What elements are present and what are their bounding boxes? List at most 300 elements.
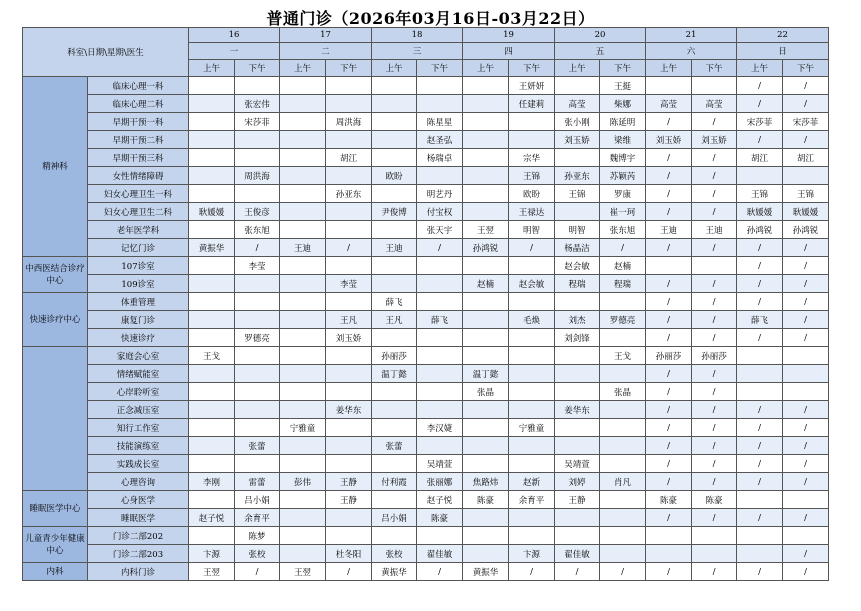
clinic-label: 康复门诊 [88,311,189,329]
schedule-cell: / [737,77,783,95]
schedule-cell [326,527,372,545]
schedule-cell: 罗德亮 [235,329,280,347]
clinic-row [23,563,829,581]
department-label: 中西医结合诊疗中心 [23,257,88,293]
clinic-row [23,347,829,365]
schedule-cell: / [737,509,783,527]
schedule-cell: / [646,311,692,329]
schedule-cell: 杨晶洁 [555,239,600,257]
schedule-cell [463,95,509,113]
schedule-cell: 姜华东 [555,401,600,419]
schedule-cell: 王迪 [372,239,417,257]
schedule-cell [189,275,235,293]
clinic-label: 门诊二部203 [88,545,189,563]
schedule-cell: 王禄达 [509,203,555,221]
schedule-cell: / [737,275,783,293]
schedule-cell: 程瑞 [600,275,646,293]
schedule-cell: 宗华 [509,149,555,167]
schedule-cell [417,167,463,185]
schedule-cell: / [692,167,737,185]
schedule-cell: / [646,239,692,257]
schedule-cell: 黄振华 [372,563,417,581]
schedule-cell: 魏博宇 [600,149,646,167]
schedule-cell [783,527,829,545]
schedule-cell: 张宏伟 [235,95,280,113]
schedule-cell [555,437,600,455]
schedule-cell: 黄振华 [189,239,235,257]
schedule-cell: / [737,131,783,149]
schedule-cell: 胡江 [737,149,783,167]
schedule-cell [463,293,509,311]
clinic-label: 107诊室 [88,257,189,275]
schedule-cell [737,365,783,383]
schedule-cell: / [600,563,646,581]
am-header: 上午 [463,60,509,77]
schedule-cell [326,437,372,455]
schedule-cell: / [646,149,692,167]
schedule-cell [235,185,280,203]
schedule-cell [189,221,235,239]
department-label: 精神科 [23,77,88,257]
department-label [23,347,88,491]
schedule-cell: 付宝权 [417,203,463,221]
clinic-label: 心岸聆听室 [88,383,189,401]
schedule-cell: 罗康 [600,185,646,203]
schedule-cell [600,365,646,383]
schedule-cell [280,95,326,113]
schedule-cell: 陈豪 [692,491,737,509]
schedule-cell [189,167,235,185]
schedule-cell [372,185,417,203]
schedule-cell [417,293,463,311]
schedule-cell: 尹俊博 [372,203,417,221]
schedule-cell [463,113,509,131]
schedule-cell: / [783,311,829,329]
schedule-cell [280,149,326,167]
schedule-cell [417,329,463,347]
schedule-cell: / [646,455,692,473]
schedule-cell [600,437,646,455]
schedule-cell: 彭伟 [280,473,326,491]
schedule-cell [235,455,280,473]
schedule-cell [326,221,372,239]
schedule-cell [417,365,463,383]
schedule-cell: / [737,401,783,419]
schedule-cell [509,257,555,275]
weekday-header: 六 [646,43,737,60]
schedule-cell: / [646,401,692,419]
schedule-cell [600,455,646,473]
schedule-cell: 王迪 [692,221,737,239]
schedule-cell [372,491,417,509]
schedule-cell [737,347,783,365]
clinic-label: 技能演练室 [88,437,189,455]
schedule-cell: 罗德亮 [600,311,646,329]
schedule-cell: 宋莎菲 [783,113,829,131]
schedule-cell: 胡江 [326,149,372,167]
clinic-row [23,311,829,329]
schedule-cell: 王静 [326,473,372,491]
schedule-cell [509,131,555,149]
schedule-cell: 王静 [326,491,372,509]
clinic-label: 心理咨询 [88,473,189,491]
schedule-cell [235,149,280,167]
schedule-cell [737,383,783,401]
schedule-cell [235,293,280,311]
schedule-cell: 刘杰 [555,311,600,329]
schedule-cell [463,437,509,455]
schedule-cell [463,257,509,275]
schedule-cell: 赵圣弘 [417,131,463,149]
schedule-cell [372,275,417,293]
schedule-cell [783,491,829,509]
clinic-label: 睡眠医学 [88,509,189,527]
schedule-cell: / [783,563,829,581]
schedule-cell: 余育平 [509,491,555,509]
schedule-cell: / [646,293,692,311]
schedule-cell: 薛飞 [372,293,417,311]
schedule-cell: 焦路炜 [463,473,509,491]
schedule-cell: 王挺 [600,77,646,95]
pm-header: 下午 [509,60,555,77]
clinic-row [23,545,829,563]
schedule-cell [189,131,235,149]
pm-header: 下午 [417,60,463,77]
schedule-cell: 陈豪 [417,509,463,527]
schedule-cell [372,113,417,131]
schedule-cell: 杨瑞卓 [417,149,463,167]
schedule-cell: / [737,473,783,491]
schedule-cell: 孙亚东 [326,185,372,203]
schedule-cell [509,383,555,401]
schedule-cell [463,419,509,437]
clinic-label: 记忆门诊 [88,239,189,257]
schedule-cell: / [646,203,692,221]
schedule-cell [372,221,417,239]
date-header: 17 [280,28,372,43]
schedule-cell: / [692,419,737,437]
schedule-cell: 李莹 [326,275,372,293]
schedule-cell: 吕小娟 [235,491,280,509]
schedule-cell: 王翌 [280,563,326,581]
schedule-cell: / [692,383,737,401]
department-label: 睡眠医学中心 [23,491,88,527]
schedule-cell [280,401,326,419]
schedule-cell: 薛飞 [737,311,783,329]
schedule-cell [372,401,417,419]
schedule-cell: 赵子悦 [417,491,463,509]
clinic-row [23,221,829,239]
clinic-label: 情绪赋能室 [88,365,189,383]
schedule-cell [463,131,509,149]
clinic-row [23,257,829,275]
schedule-cell [280,329,326,347]
date-header: 21 [646,28,737,43]
schedule-cell: / [692,203,737,221]
schedule-cell: 李莹 [235,257,280,275]
schedule-cell: / [783,509,829,527]
schedule-cell [509,527,555,545]
schedule-cell: 王锦 [555,185,600,203]
schedule-cell: 付利霞 [372,473,417,491]
schedule-cell: 王翌 [463,221,509,239]
clinic-label: 109诊室 [88,275,189,293]
schedule-cell: / [737,257,783,275]
schedule-cell [646,77,692,95]
schedule-cell [235,419,280,437]
schedule-cell: / [235,563,280,581]
schedule-cell [326,365,372,383]
schedule-cell: 陈星星 [417,113,463,131]
schedule-cell: 王戈 [189,347,235,365]
schedule-cell: 张校 [235,545,280,563]
schedule-cell [509,401,555,419]
pm-header: 下午 [326,60,372,77]
date-header: 16 [189,28,280,43]
schedule-cell: / [509,239,555,257]
clinic-row [23,491,829,509]
schedule-cell: 张蕾 [235,437,280,455]
schedule-cell [783,365,829,383]
schedule-cell: 孙丽莎 [372,347,417,365]
schedule-cell: 耿媛媛 [737,203,783,221]
clinic-row [23,383,829,401]
schedule-cell: 孙亚东 [555,167,600,185]
schedule-cell [189,149,235,167]
schedule-cell: 赵新 [509,473,555,491]
schedule-cell: 姜华东 [326,401,372,419]
schedule-cell: 陈延明 [600,113,646,131]
schedule-cell [189,293,235,311]
schedule-cell: 宁雅童 [280,419,326,437]
schedule-cell: 耿媛媛 [189,203,235,221]
schedule-cell [737,527,783,545]
schedule-cell: / [783,293,829,311]
department-label: 快速诊疗中心 [23,293,88,347]
schedule-cell: 孙鸿锐 [737,221,783,239]
schedule-cell: 王迪 [646,221,692,239]
schedule-cell: / [737,239,783,257]
schedule-cell [189,401,235,419]
schedule-cell [555,203,600,221]
schedule-cell [737,545,783,563]
schedule-cell: 温丁懿 [372,365,417,383]
schedule-cell [417,527,463,545]
schedule-cell: 张东旭 [600,221,646,239]
schedule-cell: 黄振华 [463,563,509,581]
schedule-cell: / [692,401,737,419]
schedule-cell [189,365,235,383]
schedule-cell [417,383,463,401]
schedule-cell [417,401,463,419]
schedule-cell: 王迪 [280,239,326,257]
schedule-cell [280,221,326,239]
schedule-cell [509,437,555,455]
schedule-cell: 柴娜 [600,95,646,113]
schedule-cell: 吴靖萱 [555,455,600,473]
schedule-cell [280,311,326,329]
schedule-cell: / [646,437,692,455]
date-header: 20 [555,28,646,43]
schedule-cell [326,131,372,149]
schedule-cell [326,203,372,221]
am-header: 上午 [372,60,417,77]
schedule-cell: 刘玉娇 [692,131,737,149]
schedule-cell [280,383,326,401]
schedule-cell [692,527,737,545]
schedule-cell: / [555,563,600,581]
clinic-row [23,329,829,347]
clinic-row [23,239,829,257]
schedule-cell [509,455,555,473]
schedule-cell [189,311,235,329]
schedule-cell: / [783,437,829,455]
schedule-cell [463,347,509,365]
schedule-cell: 赵会敏 [509,275,555,293]
pm-header: 下午 [692,60,737,77]
schedule-cell [189,77,235,95]
schedule-cell [235,275,280,293]
schedule-cell: 高莹 [555,95,600,113]
clinic-label: 家庭会心室 [88,347,189,365]
schedule-cell: 王妍妍 [509,77,555,95]
schedule-cell: 耿媛媛 [783,203,829,221]
schedule-cell: / [646,329,692,347]
schedule-cell [600,401,646,419]
clinic-row [23,455,829,473]
schedule-cell: / [646,113,692,131]
schedule-cell [280,203,326,221]
schedule-cell: 余育平 [235,509,280,527]
schedule-cell [189,185,235,203]
schedule-cell: 张小刚 [555,113,600,131]
schedule-cell: / [692,455,737,473]
schedule-cell: 雷蕾 [235,473,280,491]
schedule-cell [692,545,737,563]
schedule-cell: / [417,239,463,257]
clinic-row [23,275,829,293]
schedule-cell: / [692,275,737,293]
schedule-cell: 周洪海 [235,167,280,185]
schedule-cell: 梁维 [600,131,646,149]
schedule-cell: 程瑞 [555,275,600,293]
schedule-cell: 王凡 [326,311,372,329]
schedule-cell: / [417,563,463,581]
clinic-row [23,203,829,221]
schedule-cell [280,131,326,149]
schedule-cell: / [692,365,737,383]
schedule-cell [463,509,509,527]
schedule-cell: / [783,77,829,95]
schedule-cell [326,419,372,437]
schedule-cell: / [737,95,783,113]
schedule-cell [600,545,646,563]
schedule-cell [280,491,326,509]
schedule-cell [326,383,372,401]
schedule-cell: / [783,257,829,275]
schedule-cell [189,383,235,401]
weekday-header: 二 [280,43,372,60]
clinic-label: 临床心理一科 [88,77,189,95]
schedule-cell: / [692,185,737,203]
schedule-cell [692,257,737,275]
schedule-cell [189,527,235,545]
schedule-cell [280,293,326,311]
am-header: 上午 [737,60,783,77]
clinic-label: 早期干预二科 [88,131,189,149]
schedule-cell: 张晶 [463,383,509,401]
schedule-cell [280,347,326,365]
clinic-label: 老年医学科 [88,221,189,239]
schedule-cell: 宋莎菲 [737,113,783,131]
schedule-cell: / [646,383,692,401]
clinic-label: 早期干预一科 [88,113,189,131]
schedule-cell [737,167,783,185]
schedule-cell: / [783,275,829,293]
clinic-row [23,509,829,527]
schedule-cell: / [646,275,692,293]
clinic-row [23,437,829,455]
schedule-cell: / [509,563,555,581]
schedule-cell: / [646,473,692,491]
page-title: 普通门诊（2026年03月16日-03月22日） [266,9,595,28]
schedule-cell [646,527,692,545]
schedule-cell [189,95,235,113]
pm-header: 下午 [235,60,280,77]
schedule-cell: 陈豪 [463,491,509,509]
schedule-cell [280,113,326,131]
schedule-cell [600,329,646,347]
schedule-cell: / [692,311,737,329]
schedule-cell [463,527,509,545]
schedule-cell [189,455,235,473]
schedule-cell [189,491,235,509]
schedule-cell: 孙鸿锐 [783,221,829,239]
schedule-cell: 张丽娜 [417,473,463,491]
schedule-cell: 刘玉娇 [555,131,600,149]
schedule-cell [235,401,280,419]
schedule-cell [555,527,600,545]
schedule-cell [235,311,280,329]
clinic-label: 妇女心理卫生一科 [88,185,189,203]
schedule-cell: 刘剑锋 [555,329,600,347]
schedule-cell [463,167,509,185]
schedule-cell [646,545,692,563]
schedule-cell [555,383,600,401]
schedule-cell [783,347,829,365]
schedule-cell: / [646,509,692,527]
schedule-cell: 崔一珂 [600,203,646,221]
clinic-row [23,473,829,491]
schedule-cell [189,419,235,437]
schedule-cell [463,185,509,203]
pm-header: 下午 [600,60,646,77]
schedule-cell [280,167,326,185]
clinic-row [23,149,829,167]
schedule-cell: / [692,329,737,347]
schedule-cell: / [783,239,829,257]
schedule-cell: 王锦 [509,167,555,185]
schedule-cell [280,455,326,473]
schedule-cell: / [646,563,692,581]
schedule-cell: / [783,131,829,149]
schedule-cell [189,329,235,347]
schedule-cell [280,527,326,545]
schedule-cell: 明智 [555,221,600,239]
schedule-cell: / [646,365,692,383]
schedule-cell [509,347,555,365]
schedule-cell: / [783,95,829,113]
